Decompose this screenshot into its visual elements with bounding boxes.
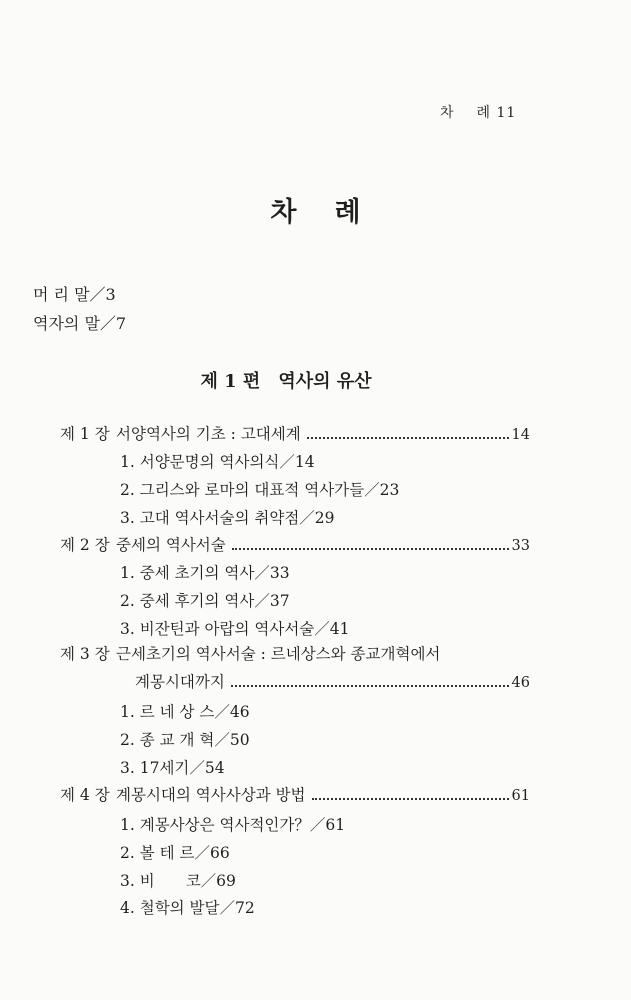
chapter-entry[interactable] (60, 642, 440, 664)
running-header (440, 102, 516, 122)
chapter-entry[interactable] (60, 533, 530, 555)
page-title (0, 190, 631, 229)
section-entry[interactable]: 3. 고대 역사서술의 취약점／29 (120, 509, 335, 527)
chapter-entry[interactable] (60, 783, 530, 805)
leader-dots (231, 684, 509, 687)
section-entry[interactable]: 1. 르 네 상 스／46 (120, 703, 250, 721)
section-entry[interactable]: 3. 17세기／54 (120, 759, 225, 777)
title-part-2: 례 (334, 197, 361, 228)
section-entry[interactable]: 2. 그리스와 로마의 대표적 역사가들／23 (120, 481, 400, 499)
section-entry[interactable]: 1. 서양문명의 역사의식／14 (120, 453, 315, 471)
chapter-title: 근세초기의 역사서술 : 르네상스와 종교개혁에서 (116, 645, 441, 663)
chapter-title: 계몽시대의 역사사상과 방법 (116, 786, 306, 804)
header-word-1: 차 (440, 105, 455, 121)
section-entry[interactable]: 2. 종 교 개 혁／50 (120, 731, 250, 749)
chapter-title-continuation[interactable] (135, 670, 530, 692)
chapter-title: 서양역사의 기초 : 고대세계 (116, 425, 301, 443)
title-part-1: 차 (270, 197, 297, 228)
section-entry[interactable]: 1. 계몽사상은 역사적인가？／61 (120, 816, 346, 834)
section-entry[interactable]: 3. 비잔틴과 아랍의 역사서술／41 (120, 620, 350, 638)
chapter-number: 제 3 장 (60, 645, 110, 663)
header-word-2: 례 (476, 105, 492, 121)
leader-dots (312, 797, 509, 800)
front-matter-item[interactable]: 머 리 말／3 (33, 285, 116, 304)
part-label: 제 1 편 (200, 371, 261, 392)
leader-dots (232, 547, 509, 550)
section-entry[interactable]: 2. 중세 후기의 역사／37 (120, 592, 290, 610)
chapter-page: 14 (511, 427, 530, 443)
front-matter-item[interactable]: 역자의 말／7 (33, 314, 127, 333)
chapter-page: 33 (511, 538, 530, 554)
part-heading (0, 367, 572, 393)
chapter-entry[interactable] (60, 422, 530, 444)
chapter-number: 제 2 장 (60, 536, 110, 554)
chapter-title-cont: 계몽시대까지 (135, 673, 225, 691)
page-number: 11 (496, 105, 517, 121)
section-entry[interactable]: 2. 볼 테 르／66 (120, 844, 230, 862)
chapter-number: 제 4 장 (60, 786, 110, 804)
section-entry[interactable]: 1. 중세 초기의 역사／33 (120, 564, 290, 582)
section-entry[interactable]: 4. 철학의 발달／72 (120, 899, 255, 917)
leader-dots (307, 436, 509, 439)
chapter-number: 제 1 장 (60, 425, 110, 443)
section-entry[interactable]: 3. 비 코／69 (120, 872, 236, 890)
chapter-page: 46 (511, 675, 530, 691)
part-name: 역사의 유산 (278, 371, 372, 392)
chapter-page: 61 (511, 788, 530, 804)
chapter-title: 중세의 역사서술 (116, 536, 226, 554)
